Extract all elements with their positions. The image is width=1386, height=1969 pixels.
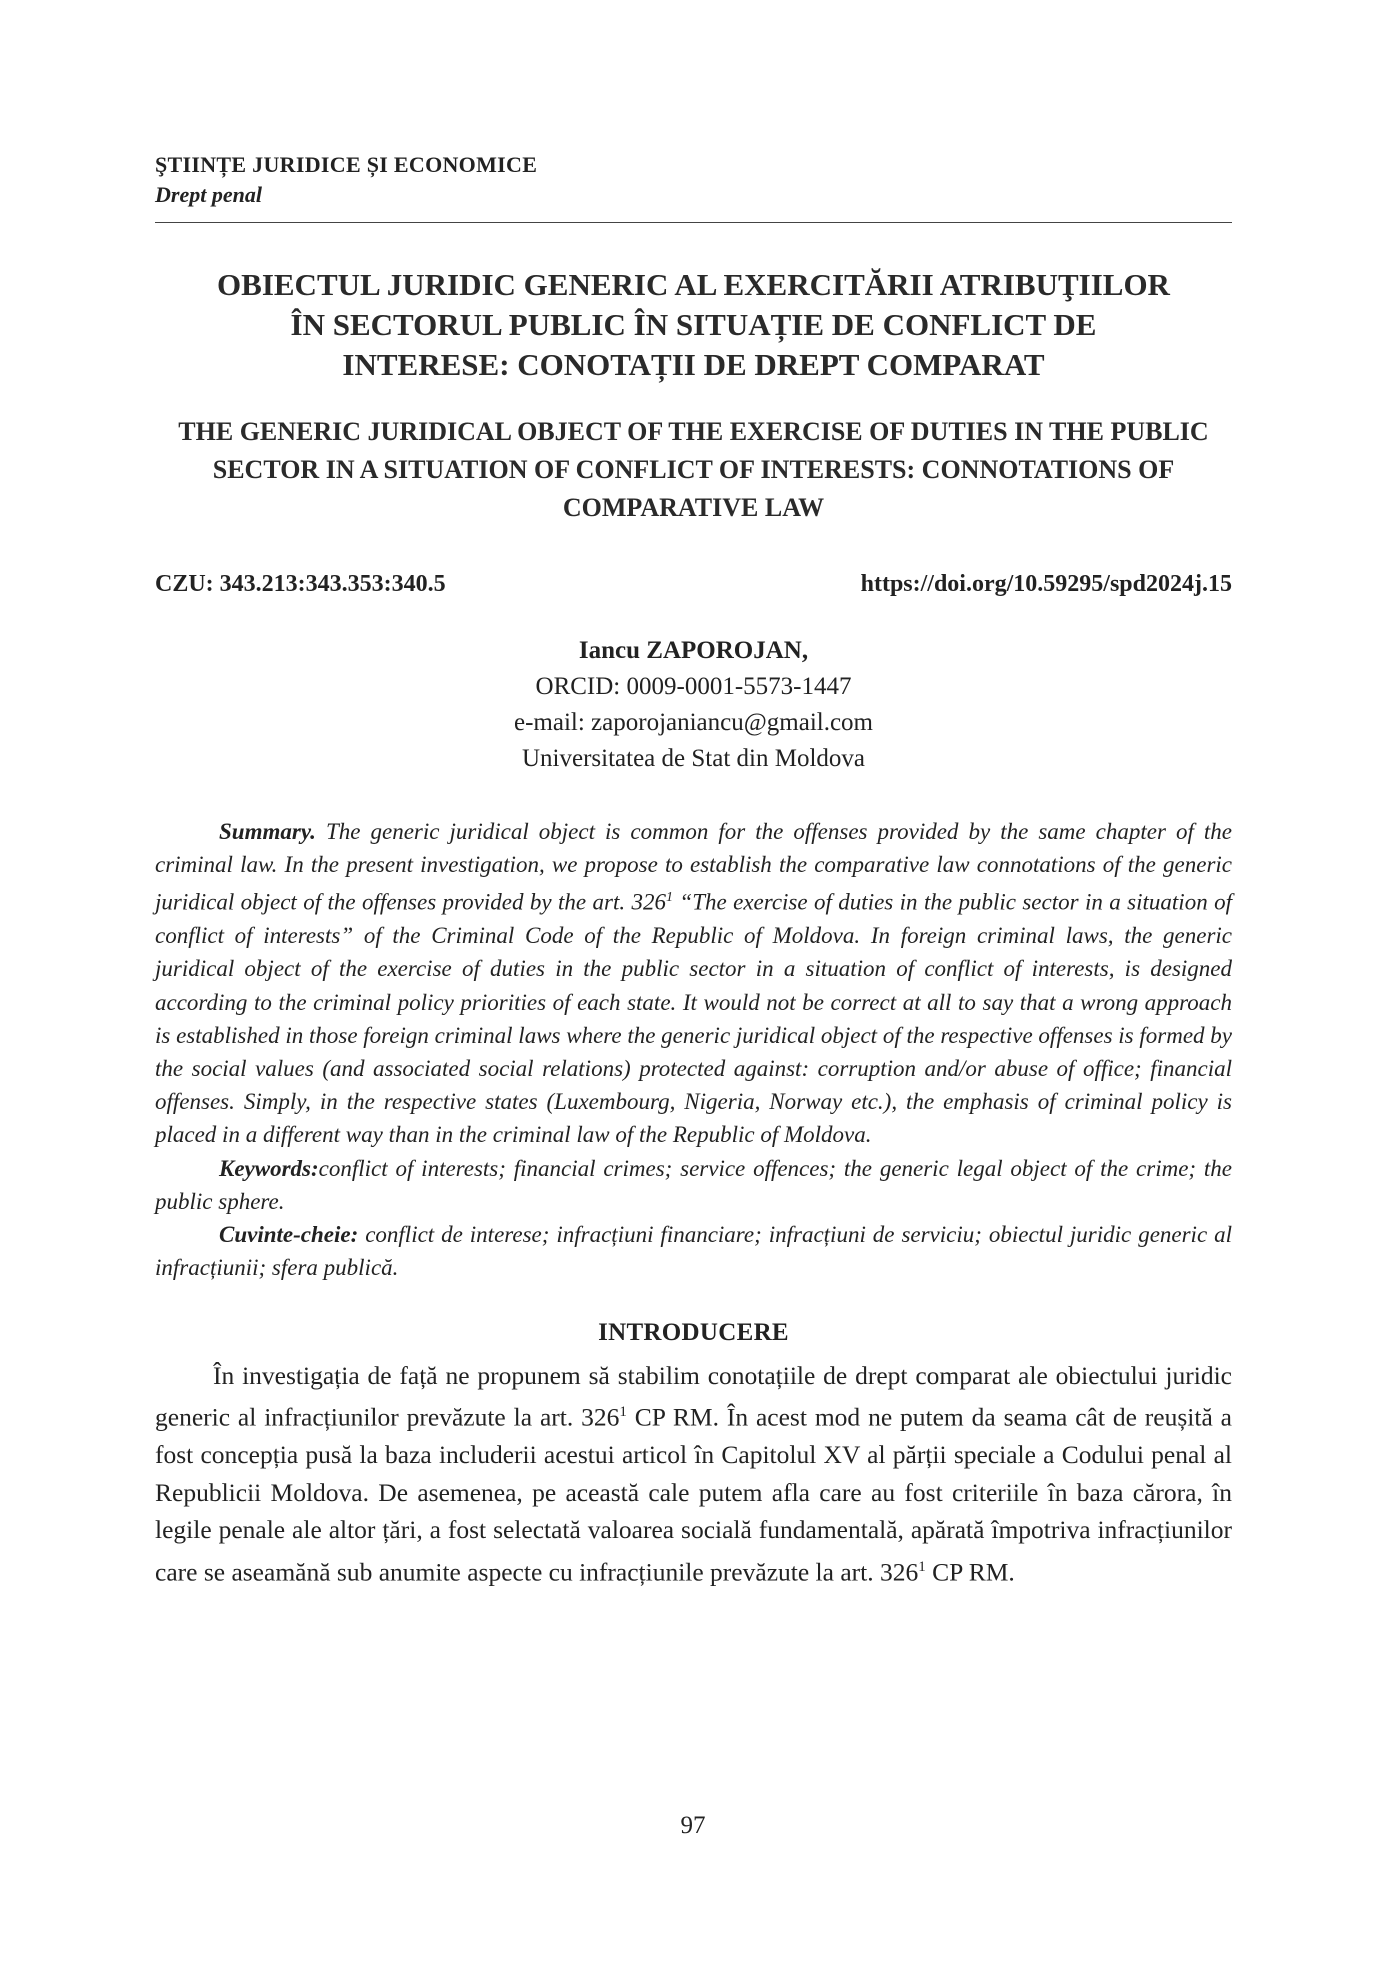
identifiers-row	[155, 567, 1232, 601]
intro-text-2: CP RM. În acest mod ne putem da seama cât de reușită a fost concepția pusă la baza includerii acestui articol în Capitolul XV al părții speciale a Codului penal al Republicii Moldova. De asemenea, pe această cale putem afla care au fost criteriile în baza cărora, în legile penale ale altor țări, a fost selectată valoarea socială fundamentală, apărată împotriva infracțiunilor care se aseamănă sub anumite aspecte cu infracțiunile prevăzute la art. 326	[155, 1402, 1232, 1586]
page-content	[155, 150, 1232, 1591]
czu-code: CZU: 343.213:343.353:340.5	[155, 571, 446, 597]
summary-superscript: 1	[666, 890, 673, 906]
keywords-label: Keywords:	[219, 1155, 319, 1181]
author-orcid: ORCID: 0009-0001-5573-1447	[535, 673, 852, 700]
introduction-heading: INTRODUCERE	[598, 1318, 789, 1346]
author-email[interactable]: e-mail: zaporojaniancu@gmail.com	[514, 709, 873, 736]
title-english: THE GENERIC JURIDICAL OBJECT OF THE EXERCISE OF DUTIES IN THE PUBLIC SECTOR IN A SITUATION OF CONFLICT OF INTERESTS: CONNOTATIONS OF COMPARATIVE LAW	[178, 417, 1209, 522]
intro-superscript-1: 1	[619, 1404, 627, 1420]
abstract	[155, 815, 1232, 1285]
summary-label: Summary.	[219, 819, 316, 844]
header-rule	[155, 222, 1232, 223]
doi-link[interactable]: https://doi.org/10.59295/spd2024j.15	[860, 571, 1232, 597]
intro-superscript-2: 1	[918, 1558, 926, 1575]
author-block	[155, 633, 1232, 777]
title-romanian: OBIECTUL JURIDIC GENERIC AL EXERCITĂRII ATRIBUŢIILOR ÎN SECTORUL PUBLIC ÎN SITUAȚIE DE CONFLICT DE INTERESE: CONOTAȚII DE DREPT COMPARAT	[217, 267, 1170, 382]
intro-text-3: CP RM.	[925, 1557, 1015, 1586]
author-name: Iancu ZAPOROJAN,	[578, 637, 809, 664]
introduction-paragraph	[155, 1357, 1232, 1591]
cuvinte-cheie-paragraph	[155, 1218, 1232, 1284]
keywords-paragraph	[155, 1152, 1232, 1218]
summary-paragraph	[155, 815, 1232, 1152]
cuvinte-cheie-text: conflict de interese; infracțiuni financiare; infracțiuni de serviciu; obiectul juridic generic al infracțiunii; sfera publică.	[155, 1222, 1232, 1281]
journal-subsection: Drept penal	[155, 182, 262, 207]
journal-section: ŞTIINȚE JURIDICE ȘI ECONOMICE	[155, 152, 538, 177]
author-affiliation: Universitatea de Stat din Moldova	[522, 745, 865, 772]
cuvinte-cheie-label: Cuvinte-cheie:	[219, 1222, 359, 1248]
summary-text-2: “The exercise of duties in the public sector in a situation of conflict of interests” of the Criminal Code of the Republic of Moldova. In foreign criminal laws, the generic juridical object of the exercise of duties in the public sector in a situation of conflict of interests, is designed according to the criminal policy priorities of each state. It would not be correct at all to say that a wrong approach is established in those foreign criminal laws where the generic juridical object of the respective offenses is formed by the social values (and associated social relations) protected against: corruption and/or abuse of office; financial offenses. Simply, in the respective states (Luxembourg, Nigeria, Norway etc.), the emphasis of criminal policy is placed in a different way than in the criminal law of the Republic of Moldova.	[155, 890, 1232, 1148]
intro-text-1: În investigația de față ne propunem să stabilim conotațiile de drept comparat ale obiectului juridic generic al infracțiunilor prevăzute la art. 326	[155, 1360, 1232, 1432]
page-number: 97	[680, 1812, 706, 1839]
keywords-text: conflict of interests; financial crimes; service offences; the generic legal object of the crime; the public sphere.	[155, 1155, 1232, 1214]
summary-text-1: The generic juridical object is common for the offenses provided by the same chapter of the criminal law. In the present investigation, we propose to establish the comparative law connotations of the generic juridical object of the offenses provided by the art. 326	[155, 819, 1232, 916]
